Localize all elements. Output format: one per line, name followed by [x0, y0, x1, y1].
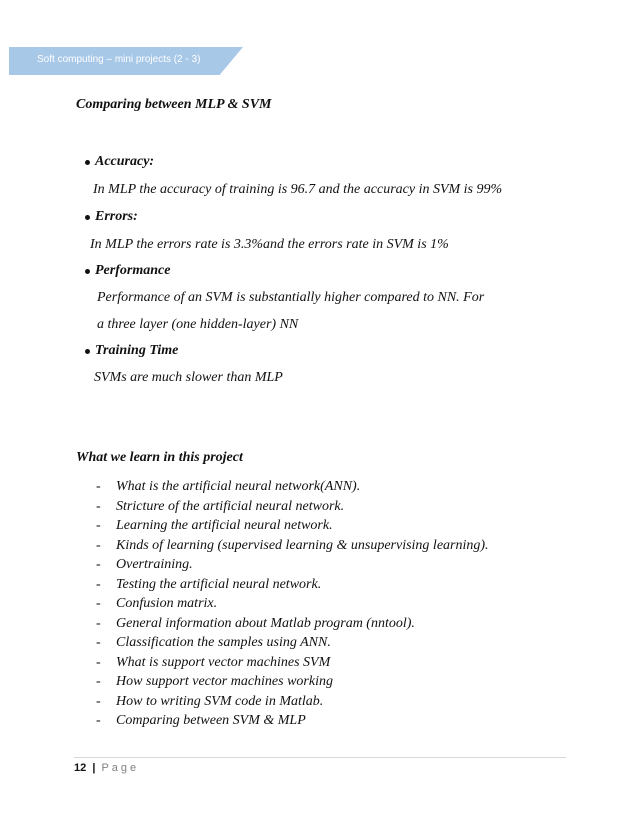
list-item-text: Classification the samples using ANN. [116, 635, 331, 650]
dash-bullet: - [96, 479, 101, 494]
bullet-dot-icon [85, 349, 90, 354]
list-item-text: Confusion matrix. [116, 596, 218, 611]
dash-bullet: - [96, 518, 101, 533]
bullet-dot-icon [85, 269, 90, 274]
bullet-training-time [95, 343, 178, 359]
bullet-label: Performance [95, 263, 171, 278]
dash-bullet: - [96, 615, 101, 631]
bullet-dot-icon [85, 215, 90, 220]
bullet-errors [95, 209, 138, 225]
dash-bullet: - [96, 654, 101, 670]
list-item-text: Kinds of learning (supervised learning & unsupervising learning). [116, 537, 489, 553]
list-item-text: What is the artificial neural network(ANN). [116, 479, 361, 494]
bullet-accuracy [95, 154, 154, 170]
page-label: Page [101, 762, 140, 774]
list-item-text: How to writing SVM code in Matlab. [116, 693, 324, 709]
list-item-text: How support vector machines working [116, 674, 333, 689]
learned-heading: What we learn in this project [76, 450, 243, 465]
footer-divider [74, 757, 566, 758]
dash-bullet: - [96, 635, 101, 650]
errors-text: In MLP the errors rate is 3.3%and the errors rate in SVM is 1% [90, 237, 449, 252]
list-item-text: Testing the artificial neural network. [116, 576, 322, 592]
performance-text-line2: a three layer (one hidden-layer) NN [97, 317, 299, 332]
list-item-text: Comparing between SVM & MLP [116, 713, 306, 728]
footer-separator: | [92, 762, 96, 774]
bullet-label: Accuracy: [95, 154, 155, 169]
page-number: 12 [74, 762, 87, 774]
dash-bullet: - [96, 596, 101, 611]
bullet-label: Errors: [95, 209, 138, 224]
dash-bullet: - [96, 498, 101, 514]
list-item-text: Stricture of the artificial neural network. [116, 498, 345, 514]
header-title: Soft computing – mini projects (2 - 3) [37, 54, 201, 65]
bullet-label: Training Time [95, 343, 179, 358]
dash-bullet: - [96, 537, 101, 553]
list-item-text: Overtraining. [116, 557, 193, 572]
comparison-heading: Comparing between MLP & SVM [76, 97, 272, 112]
dash-bullet: - [96, 557, 101, 572]
training-time-text: SVMs are much slower than MLP [94, 370, 283, 385]
performance-text-line1: Performance of an SVM is substantially higher compared to NN. For [97, 290, 485, 305]
bullet-dot-icon [85, 160, 90, 165]
list-item-text: Learning the artificial neural network. [116, 518, 333, 533]
page-footer [74, 762, 139, 774]
accuracy-text: In MLP the accuracy of training is 96.7 and the accuracy in SVM is 99% [93, 182, 503, 197]
bullet-performance [95, 263, 170, 279]
list-item-text: General information about Matlab program (nntool). [116, 615, 415, 631]
dash-bullet: - [96, 693, 101, 709]
list-item-text: What is support vector machines SVM [116, 654, 331, 670]
dash-bullet: - [96, 674, 101, 689]
dash-bullet: - [96, 576, 101, 592]
dash-bullet: - [96, 713, 101, 728]
